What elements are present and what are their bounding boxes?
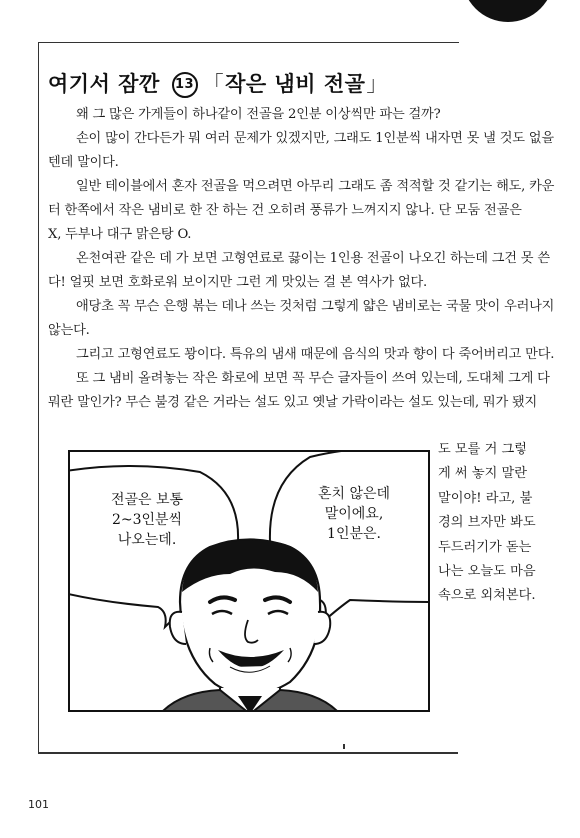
section-heading — [48, 68, 389, 98]
side-line: 도 모를 거 그렇 — [438, 442, 528, 457]
bubble-line: 1인분은. — [327, 526, 381, 542]
heading-close-bracket: 」 — [366, 72, 388, 96]
bubble-line: 나오는데. — [117, 532, 177, 548]
bubble-line: 전골은 보통 — [110, 492, 184, 508]
text-line: X, 두부나 대구 맑은탕 O. — [48, 227, 192, 242]
page-number: 101 — [28, 798, 49, 811]
side-text — [438, 438, 538, 609]
paragraph — [48, 247, 550, 295]
text-line: 그리고 고형연료도 꽝이다. 특유의 냄새 때문에 음식의 맛과 향이 다 죽어버리고 만다. — [76, 347, 555, 362]
bubble-line: 혼치 않은데 — [317, 486, 391, 502]
comic-panel — [68, 450, 430, 712]
frame-bottom-rule — [38, 752, 458, 754]
man-suit — [160, 688, 340, 712]
text-line: 텐데 말이다. — [48, 155, 119, 170]
speck — [343, 744, 345, 749]
text-line: 온천여관 같은 데 가 보면 고형연료로 끓이는 1인용 전골이 나오긴 하는데 그건 못 쓴 — [76, 251, 550, 266]
text-line: 애당초 꼭 무슨 은행 볶는 데나 쓰는 것처럼 그렇게 얇은 냄비로는 국물 맛이 우러나지 — [76, 299, 555, 314]
right-bubble-text — [294, 484, 414, 544]
paragraph — [62, 343, 555, 367]
paragraph — [62, 103, 534, 127]
side-line: 경의 브자만 봐도 — [438, 515, 536, 531]
paragraph — [48, 175, 555, 247]
text-line: 왜 그 많은 가게들이 하나같이 전골을 2인분 이상씩만 파는 걸까? — [76, 107, 441, 122]
heading-prefix: 여기서 잠깐 — [48, 72, 160, 96]
heading-open-bracket: 「 — [202, 72, 225, 96]
corner-tab — [462, 0, 554, 22]
text-line: 손이 많이 간다든가 뭐 여러 문제가 있겠지만, 그래도 1인분씩 내자면 못 낼 것도 없을 — [76, 131, 554, 146]
left-bubble-text — [92, 490, 202, 550]
text-line: 일반 테이블에서 혼자 전골을 먹으려면 아무리 그래도 좀 적적할 것 같기는 해도, 카운 — [76, 179, 555, 194]
side-line: 두드러기가 돋는 — [438, 539, 532, 555]
text-line: 또 그 냄비 올려놓는 작은 화로에 보면 꼭 무슨 글자들이 쓰여 있는데, 도대체 그게 다 — [76, 371, 550, 386]
side-line: 나는 오늘도 마음 — [438, 564, 536, 580]
bubble-line: 2~3인분씩 — [111, 512, 183, 528]
man-head — [170, 540, 331, 696]
paragraph — [48, 295, 555, 343]
text-line: 터 한쪽에서 작은 냄비로 한 잔 하는 건 오히려 풍류가 느껴지지 않나. 단 모둠 전골은 — [48, 203, 522, 218]
heading-number-badge: 13 — [172, 72, 198, 98]
text-line: 뭐란 말인가? 무슨 불경 같은 거라는 설도 있고 옛날 가락이라는 설도 있는데, 뭐가 됐지 — [48, 395, 538, 410]
side-line: 게 써 놓지 말란 — [438, 466, 528, 482]
side-line: 말이야! 라고, 불 — [438, 490, 533, 506]
bubble-line: 말이에요, — [324, 506, 384, 522]
text-line: 않는다. — [48, 323, 90, 338]
text-line: 다! 얼핏 보면 호화로워 보이지만 그런 게 맛있는 걸 본 역사가 없다. — [48, 275, 428, 290]
paragraph — [48, 127, 554, 175]
side-line: 속으로 외쳐본다. — [438, 588, 536, 604]
paragraph — [48, 367, 550, 415]
heading-title: 작은 냄비 전골 — [225, 72, 366, 96]
body-text — [48, 103, 555, 415]
